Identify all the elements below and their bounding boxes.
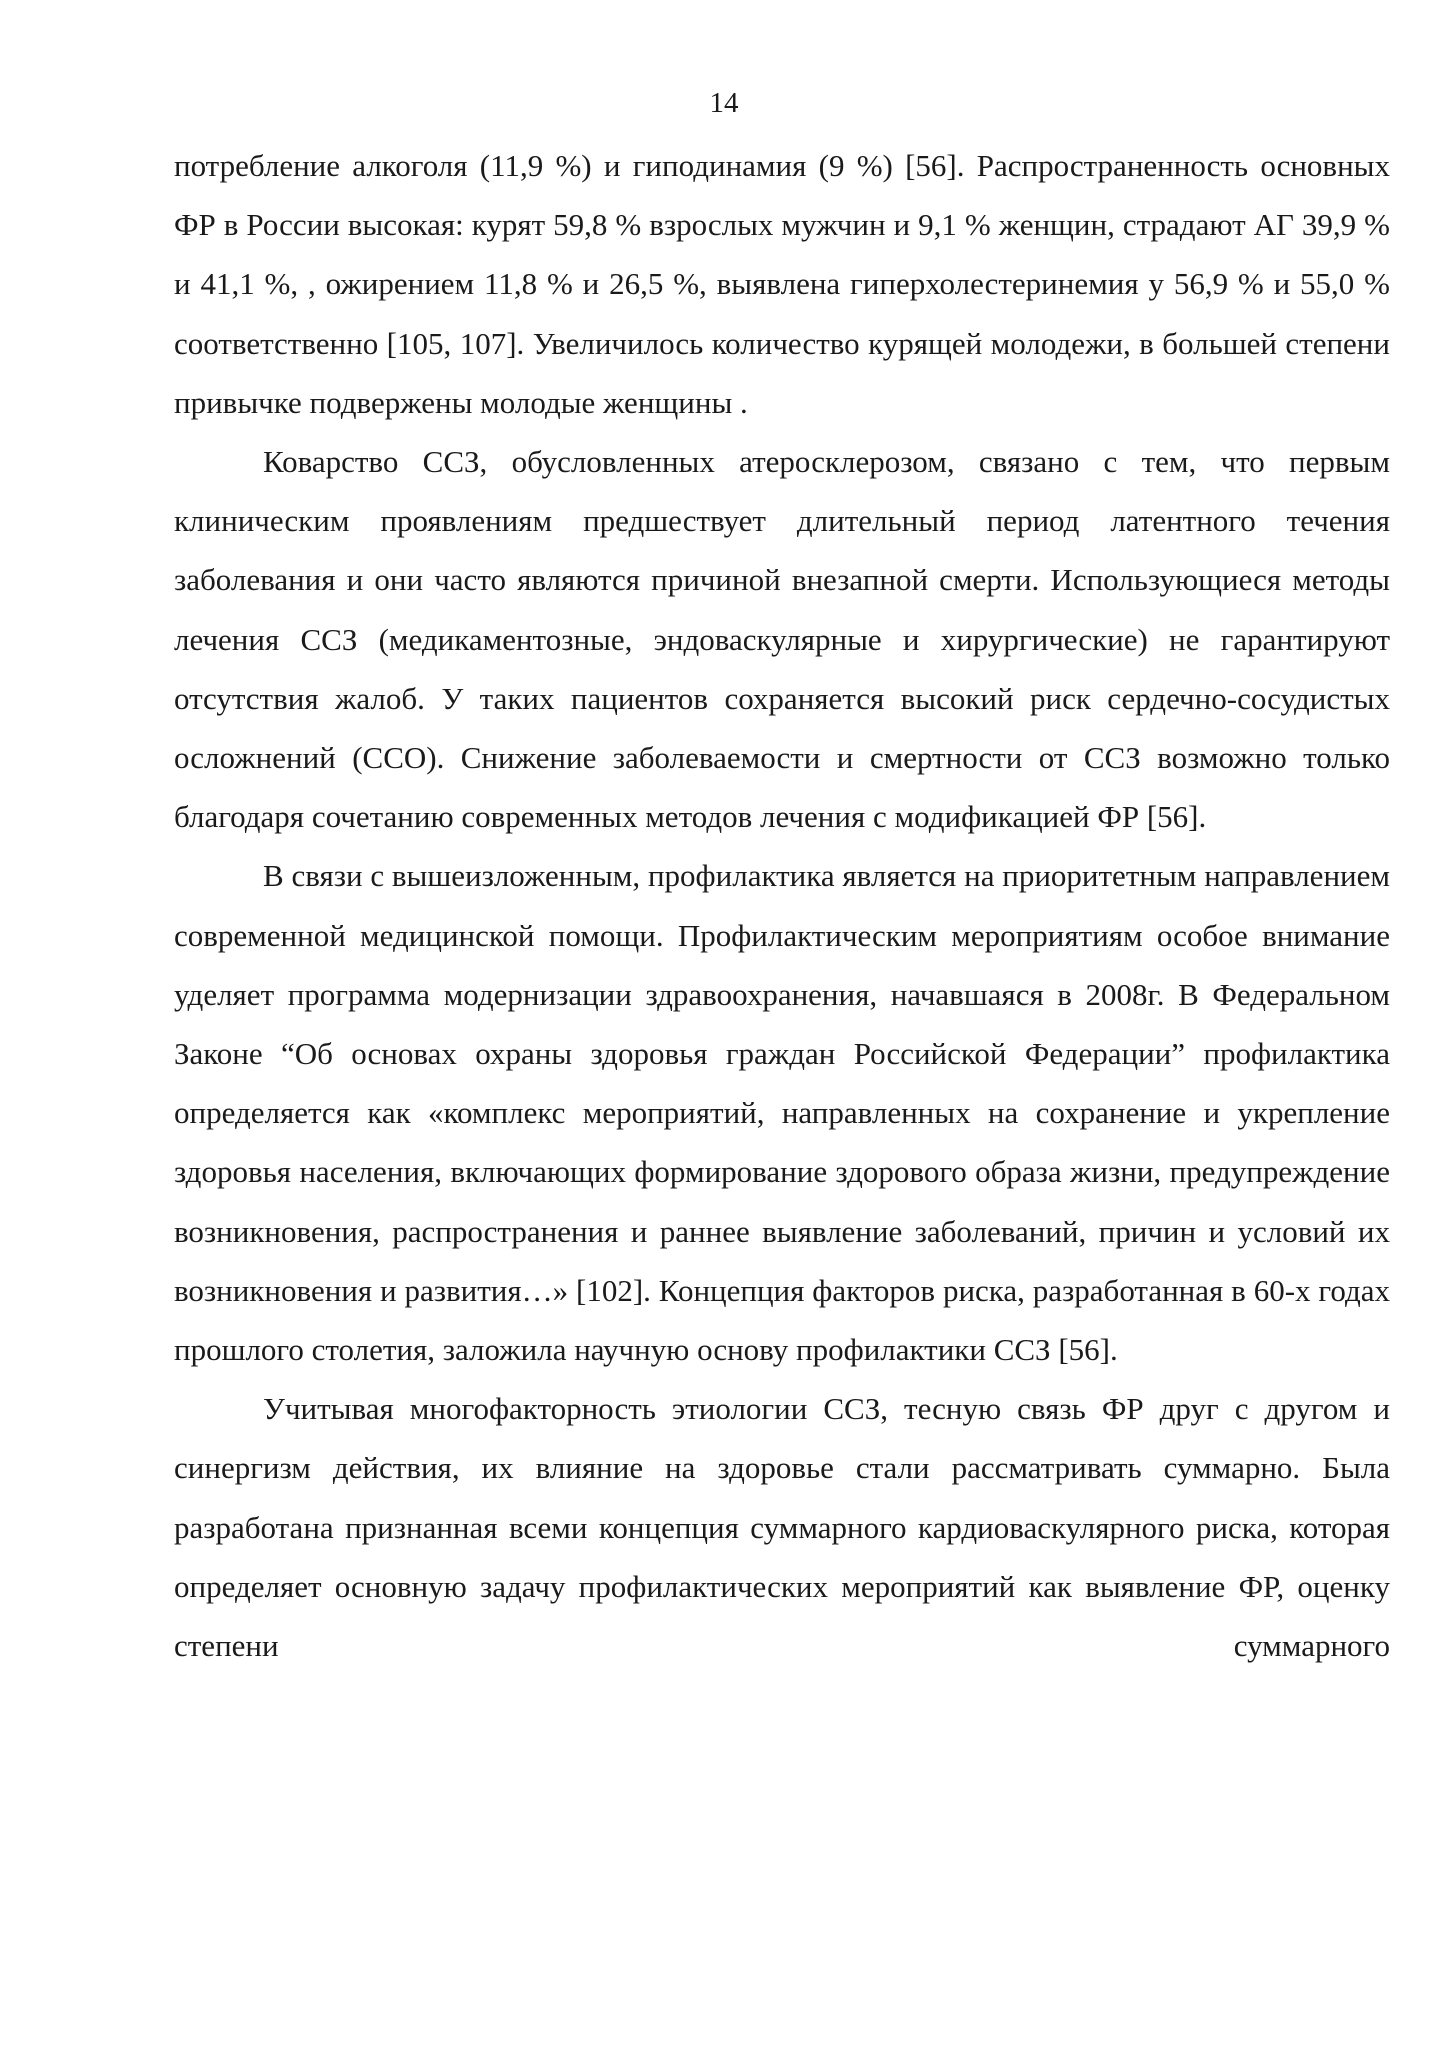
paragraph-atherosclerosis: Коварство ССЗ, обусловленных атеросклерозом, связано с тем, что первым клиническим проявлениям предшествует длительный период латентного течения заболевания и они часто являются причиной внезапной смерти. Использующиеся методы лечения ССЗ (медикаментозные, эндоваскулярные и хирургические) не гарантируют отсутствия жалоб. У таких пациентов сохраняется высокий риск сердечно-сосудистых осложнений (ССО). Снижение заболеваемости и смертности от ССЗ возможно только благодаря сочетанию современных методов лечения с модификацией ФР [56]. bbox=[174, 444, 1390, 835]
body-text bbox=[174, 136, 1390, 1675]
page-number: 14 bbox=[709, 87, 739, 119]
paragraph-total-risk: Учитывая многофакторность этиологии ССЗ, тесную связь ФР друг с другом и синергизм действия, их влияние на здоровье стали рассматривать суммарно. Была разработана признанная всеми концепция суммарного кардиоваскулярного риска, которая определяет основную задачу профилактических мероприятий как выявление ФР, оценку степени суммарного bbox=[174, 1391, 1390, 1664]
paragraph-continued: потребление алкоголя (11,9 %) и гиподинамия (9 %) [56]. Распространенность основных ФР в России высокая: курят 59,8 % взрослых мужчин и 9,1 % женщин, страдают АГ 39,9 % и 41,1 %, , ожирением 11,8 % и 26,5 %, выявлена гиперхолестеринемия у 56,9 % и 55,0 % соответственно [105, 107]. Увеличилось количество курящей молодежи, в большей степени привычке подвержены молодые женщины . bbox=[174, 148, 1390, 420]
paragraph-prevention: В связи с вышеизложенным, профилактика является на приоритетным направлением современной медицинской помощи. Профилактическим мероприятиям особое внимание уделяет программа модернизации здравоохранения, начавшаяся в 2008г. В Федеральном Законе “Об основах охраны здоровья граждан Российской Федерации” профилактика определяется как «комплекс мероприятий, направленных на сохранение и укрепление здоровья населения, включающих формирование здорового образа жизни, предупреждение возникновения, распространения и раннее выявление заболеваний, причин и условий их возникновения и развития…» [102]. Концепция факторов риска, разработанная в 60-х годах прошлого столетия, заложила научную основу профилактики ССЗ [56]. bbox=[174, 858, 1390, 1368]
